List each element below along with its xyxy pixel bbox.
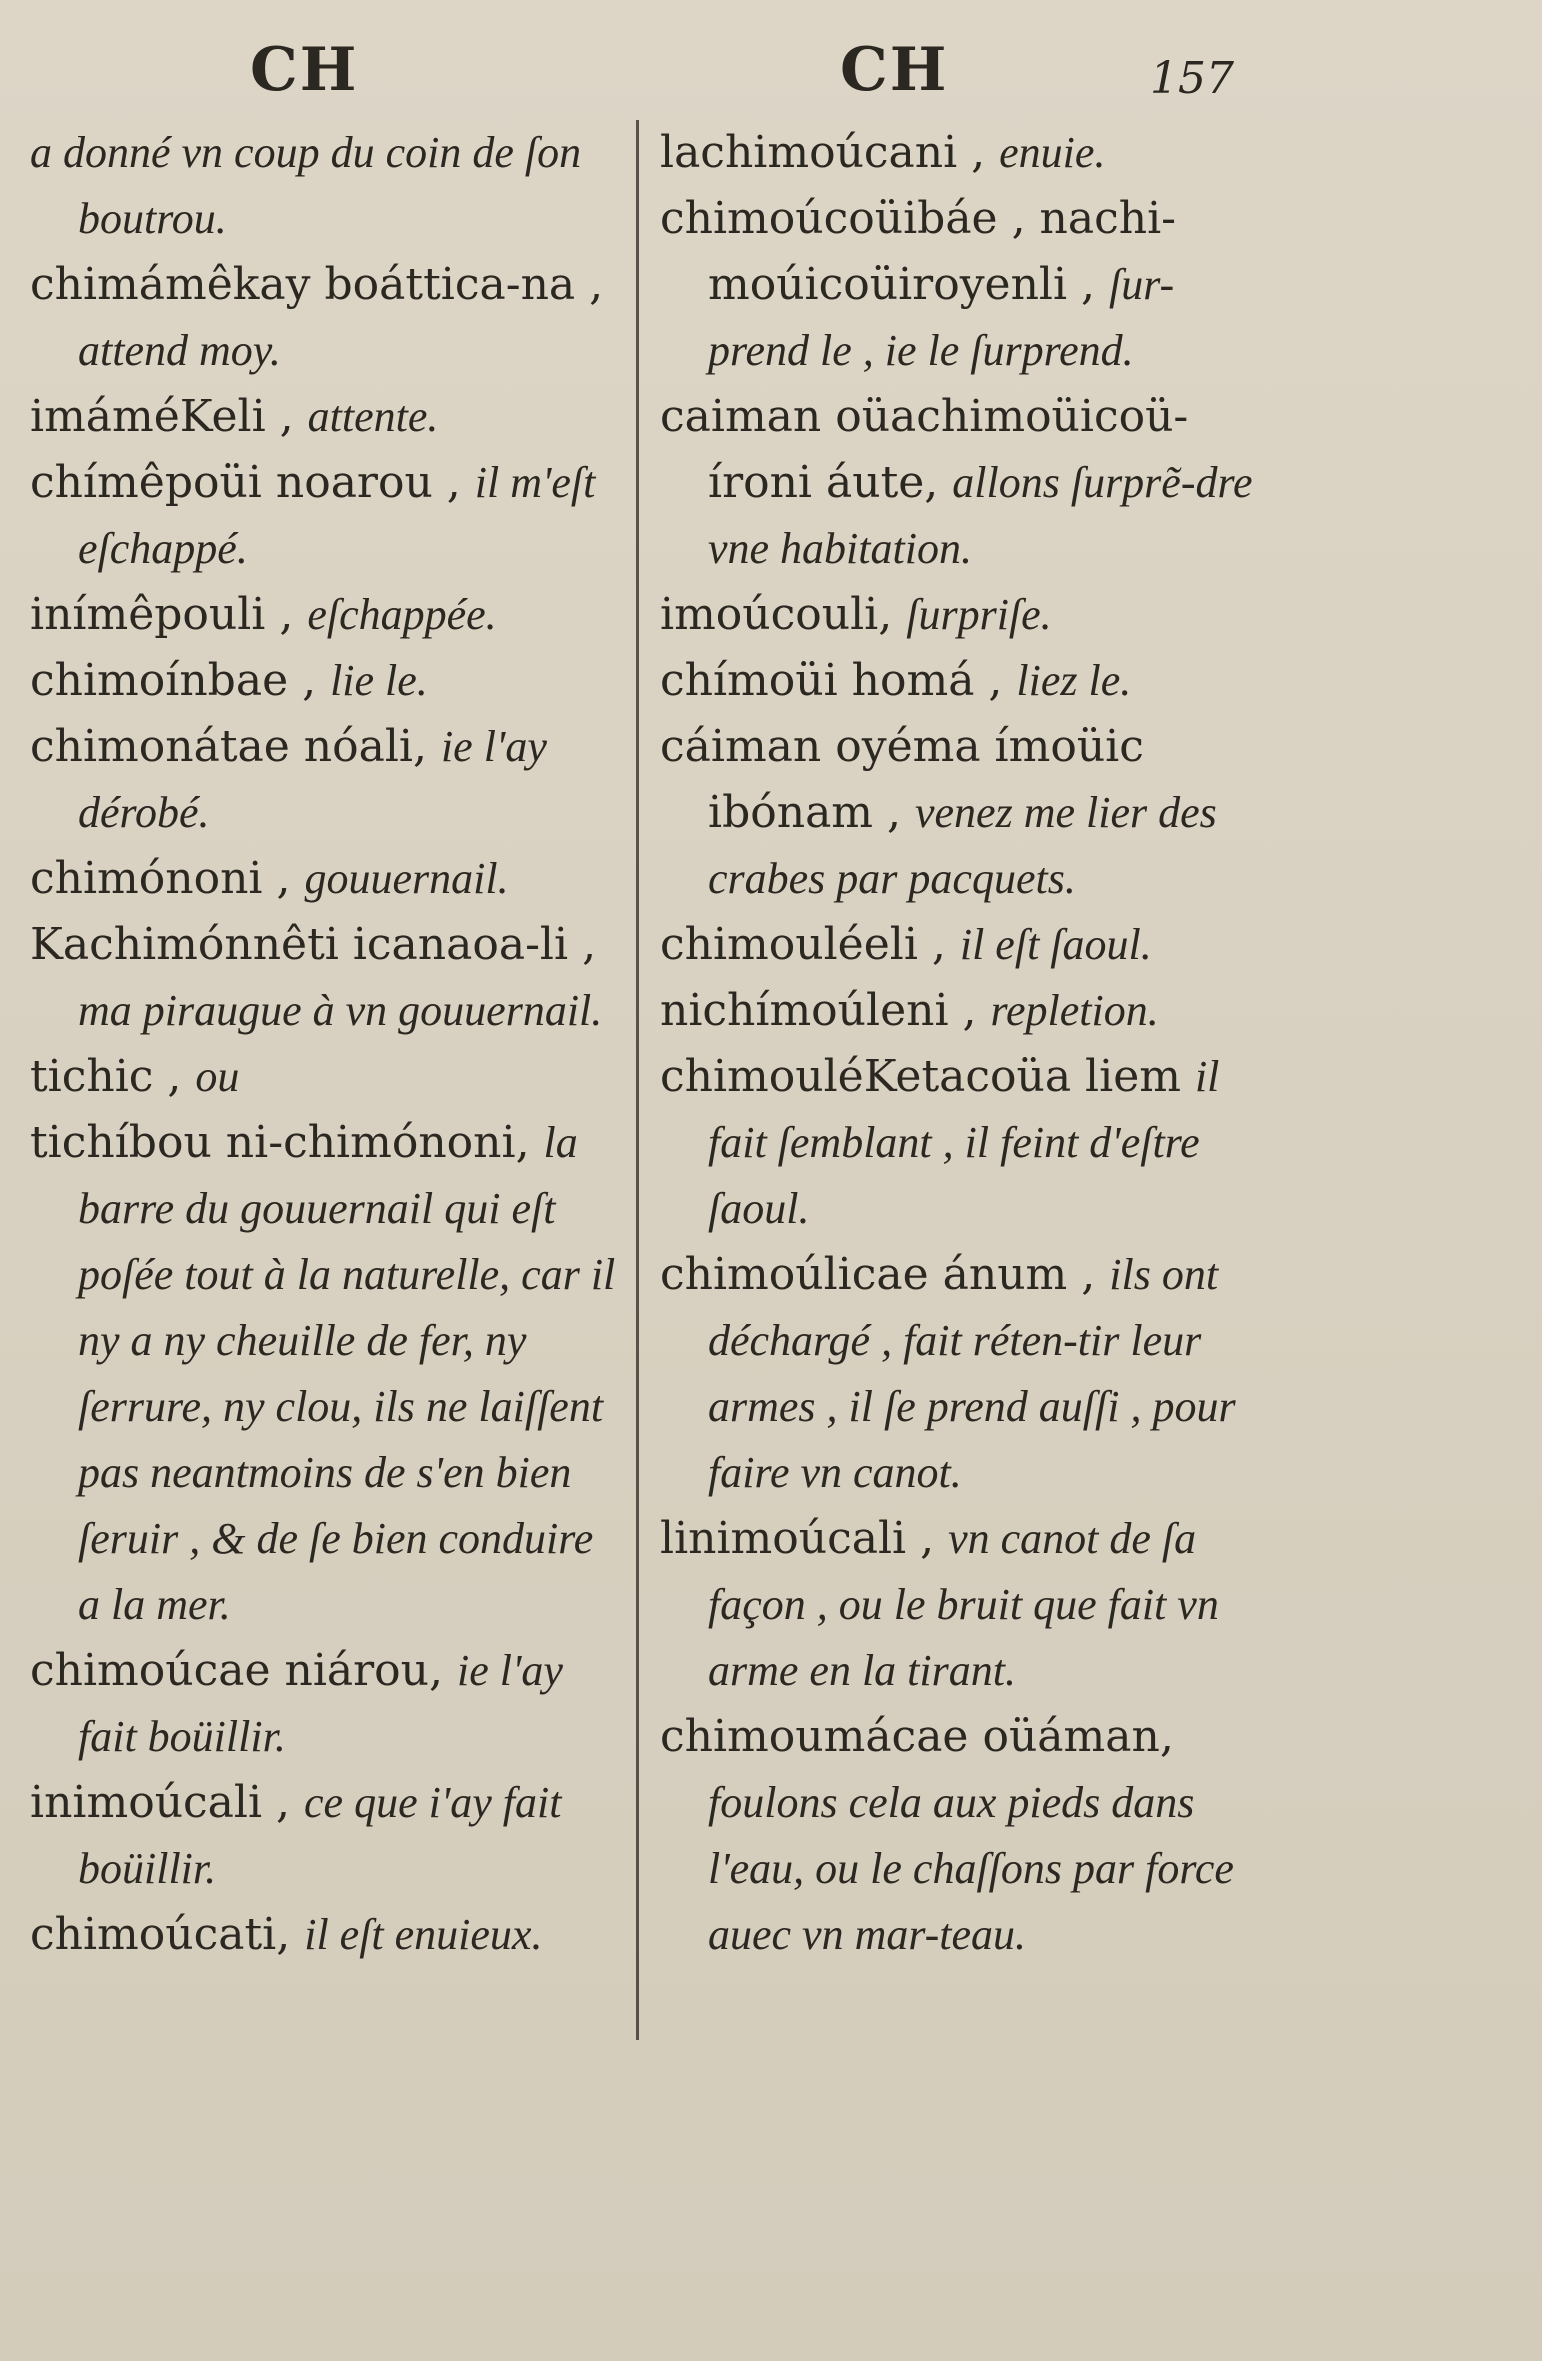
headword: chimoúcae niárou, xyxy=(30,1645,457,1696)
definition: attente. xyxy=(307,392,439,441)
definition: il eſt enuieux. xyxy=(304,1910,543,1959)
dictionary-entry xyxy=(660,120,1260,186)
headword: chimámêkay boáttica-na , xyxy=(30,259,604,310)
definition: il eſt ſaoul. xyxy=(959,920,1152,969)
headword: chímoüi homá , xyxy=(660,655,1017,706)
dictionary-entry xyxy=(660,1242,1260,1506)
dictionary-entry xyxy=(660,714,1260,912)
definition: vn canot de ſa façon , ou le bruit que fait vn arme en la tirant. xyxy=(708,1514,1219,1695)
definition: attend moy. xyxy=(78,326,281,375)
dictionary-entry xyxy=(30,1638,620,1770)
dictionary-entry xyxy=(660,1704,1260,1968)
definition: ſur-prend le , ie le ſurprend. xyxy=(708,260,1175,375)
headword: chimoúlicae ánum , xyxy=(660,1249,1110,1300)
header-letters-right: CH xyxy=(840,35,949,105)
definition: ils ont déchargé , fait réten-tir leur armes , il ſe prend auſſi , pour faire vn canot. xyxy=(708,1250,1236,1497)
definition: ou xyxy=(195,1052,240,1101)
headword: chimónoni , xyxy=(30,853,305,904)
definition: ma piraugue à vn gouuernail. xyxy=(78,986,603,1035)
definition: il fait ſemblant , il feint d'eſtre ſaoul. xyxy=(708,1052,1220,1233)
headword: lachimoúcani , xyxy=(660,127,1000,178)
definition: il m'eſt eſchappé. xyxy=(78,458,596,573)
headword: tichic , xyxy=(30,1051,196,1102)
definition: enuie. xyxy=(999,128,1106,177)
dictionary-entry xyxy=(30,846,620,912)
dictionary-entry xyxy=(30,1770,620,1902)
headword: chimouléKetacoüa liem xyxy=(660,1051,1195,1102)
headword: chimoínbae , xyxy=(30,655,331,706)
dictionary-entry xyxy=(30,450,620,582)
headword: caiman oüachimoüicoü-íroni áute, xyxy=(660,391,1189,508)
definition: la barre du gouuernail qui eſt poſée tout à la naturelle, car il ny a ny cheuille de fer, ny ſerrure, ny clou, ils ne laiſſent pas neantmoins de s'en bien ſeruir , & de ſe bien conduire a la mer. xyxy=(78,1118,616,1629)
headword: chimoumácae oüáman, xyxy=(660,1711,1174,1762)
headword: chimoúcoüibáe , nachi-moúicoüiroyenli , xyxy=(660,193,1177,310)
headword: chimouléeli , xyxy=(660,919,960,970)
left-column xyxy=(30,120,620,1968)
definition: lie le. xyxy=(330,656,428,705)
dictionary-entry xyxy=(30,714,620,846)
headword: cáiman oyéma ímoüic ibónam , xyxy=(660,721,1144,838)
headword: Kachimónnêti icanaoa-li , xyxy=(30,919,597,970)
dictionary-entry xyxy=(30,582,620,648)
dictionary-entry xyxy=(30,120,620,252)
column-divider xyxy=(636,120,639,2040)
dictionary-entry xyxy=(30,1902,620,1968)
headword: tichíbou ni-chimónoni, xyxy=(30,1117,544,1168)
dictionary-entry xyxy=(660,1506,1260,1704)
dictionary-entry xyxy=(30,912,620,1044)
headword: linimoúcali , xyxy=(660,1513,949,1564)
headword: imáméKeli , xyxy=(30,391,308,442)
dictionary-entry xyxy=(30,384,620,450)
dictionary-entry xyxy=(30,252,620,384)
dictionary-entry xyxy=(30,648,620,714)
headword: imoúcouli, xyxy=(660,589,907,640)
headword: chimonátae nóali, xyxy=(30,721,441,772)
dictionary-entry xyxy=(30,1044,620,1110)
running-header xyxy=(0,35,1542,115)
dictionary-entry xyxy=(660,978,1260,1044)
definition: allons ſurprẽ-dre vne habitation. xyxy=(708,458,1253,573)
dictionary-entry xyxy=(660,582,1260,648)
header-letters-left: CH xyxy=(250,35,359,105)
dictionary-entry xyxy=(660,384,1260,582)
dictionary-entry xyxy=(660,912,1260,978)
dictionary-entry xyxy=(30,1110,620,1638)
headword: nichímoúleni , xyxy=(660,985,991,1036)
dictionary-entry xyxy=(660,648,1260,714)
dictionary-entry xyxy=(660,186,1260,384)
definition: gouuernail. xyxy=(304,854,509,903)
definition: ie l'ay fait boüillir. xyxy=(78,1646,563,1761)
page-number: 157 xyxy=(1150,53,1234,104)
definition: venez me lier des crabes par pacquets. xyxy=(708,788,1217,903)
right-column xyxy=(660,120,1260,1968)
definition: a donné vn coup du coin de ſon boutrou. xyxy=(30,128,582,243)
definition: liez le. xyxy=(1016,656,1132,705)
definition: ie l'ay dérobé. xyxy=(78,722,547,837)
headword: chimoúcati, xyxy=(30,1909,305,1960)
dictionary-entry xyxy=(660,1044,1260,1242)
headword: chímêpoüi noarou , xyxy=(30,457,475,508)
definition: foulons cela aux pieds dans l'eau, ou le chaſſons par force auec vn mar-teau. xyxy=(708,1778,1234,1959)
definition: eſchappée. xyxy=(307,590,497,639)
headword: inimoúcali , xyxy=(30,1777,305,1828)
headword: inímêpouli , xyxy=(30,589,308,640)
definition: ſurpriſe. xyxy=(906,590,1052,639)
definition: repletion. xyxy=(990,986,1159,1035)
definition: ce que i'ay fait boüillir. xyxy=(78,1778,562,1893)
